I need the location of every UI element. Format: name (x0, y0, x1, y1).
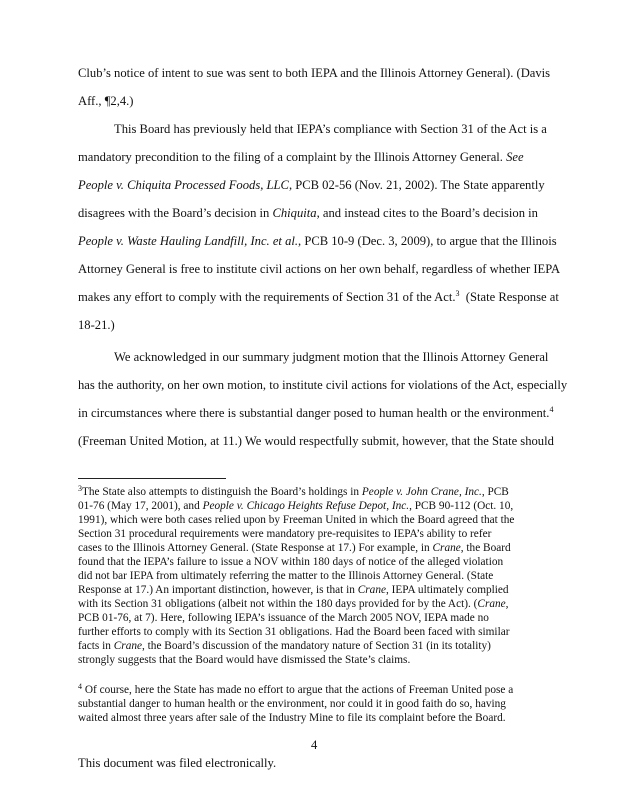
body-line-9: makes any effort to comply with the requirements of Section 31 of the Act.$^3$ (State Response at (78, 289, 559, 304)
footnote-3-line-13: strongly suggests that the Board would have dismissed the State’s claims. (78, 654, 411, 666)
footnote-3-line-10: PCB 01-76, at 7). Here, following IEPA’s issuance of the March 2005 NOV, IEPA made no (78, 612, 489, 624)
body-line-13: in circumstances where there is substantial danger posed to human health or the environment.$^4$ (78, 405, 554, 420)
footnote-ref-4: 4 (549, 405, 554, 414)
footnote-4-line-3: waited almost three years after sale of the Industry Mine to file its complaint before the Board. (78, 712, 506, 724)
footnote-ref-3: 3 (455, 289, 460, 298)
body-line-14: (Freeman United Motion, at 11.) We would respectfully submit, however, that the State should (78, 434, 554, 448)
footnote-4-line-2: substantial danger to human health or the environment, nor could it in good faith do so, having (78, 698, 506, 710)
footnote-3-line-5: cases to the Illinois Attorney General. (State Response at 17.) For example, in Crane, the Board (78, 542, 511, 554)
footnote-3-line-3: 1991), which were both cases relied upon by Freeman United in which the Board agreed that the (78, 514, 515, 526)
footnote-separator (78, 478, 226, 479)
footnote-3-line-11: further efforts to comply with its Section 31 obligations. Had the Board been faced with similar (78, 626, 510, 638)
body-line-11: We acknowledged in our summary judgment motion that the Illinois Attorney General (114, 350, 549, 364)
footnote-3-line-2: 01-76 (May 17, 2001), and People v. Chicago Heights Refuse Depot, Inc., PCB 90-112 (Oct. 10, (78, 500, 514, 512)
body-line-7: People v. Waste Hauling Landfill, Inc. et al., PCB 10-9 (Dec. 3, 2009), to argue that the Illinois (78, 234, 557, 248)
case-cite-waste-hauling: People v. Waste Hauling Landfill, Inc. et al. (78, 234, 299, 248)
footnote-3-line-6: found that the IEPA’s failure to issue a NOV within 180 days of notice of the alleged violation (78, 556, 504, 568)
case-cite-chiquita: People v. Chiquita Processed Foods, LLC (78, 178, 289, 192)
body-line-4: mandatory precondition to the filing of a complaint by the Illinois Attorney General. See (78, 150, 524, 164)
see-signal: See (506, 150, 524, 164)
footnote-4-line-1: $^4$ Of course, here the State has made no effort to argue that the actions of Freeman United pose a (78, 682, 514, 696)
body-line-12: has the authority, on her own motion, to institute civil actions for violations of the Act, especially (78, 378, 568, 392)
footnote-marker-4: 4 (78, 682, 82, 691)
footnote-3-line-7: did not bar IEPA from ultimately referring the matter to the Illinois Attorney General. (State (78, 570, 494, 582)
body-line-5: People v. Chiquita Processed Foods, LLC, PCB 02-56 (Nov. 21, 2002). The State apparently (78, 178, 545, 192)
page-number: 4 (311, 738, 318, 752)
footnote-3-line-12: facts in Crane, the Board’s discussion of the mandatory nature of Section 31 (in its totality) (78, 640, 491, 652)
body-line-8: Attorney General is free to institute civil actions on her own behalf, regardless of whether IEPA (78, 262, 561, 276)
body-line-2: Aff., ¶2,4.) (78, 94, 134, 108)
footnote-3-line-9: with its Section 31 obligations (albeit not within the 180 days provided for by the Act). (Crane, (78, 598, 509, 610)
body-line-1: Club’s notice of intent to sue was sent to both IEPA and the Illinois Attorney General). (Davis (78, 66, 551, 80)
body-line-10: 18-21.) (78, 318, 115, 332)
footnote-3-line-4: Section 31 procedural requirements were mandatory pre-requisites to IEPA’s ability to refer (78, 528, 492, 540)
body-line-3: This Board has previously held that IEPA’s compliance with Section 31 of the Act is a (114, 122, 547, 136)
filed-notice: This document was filed electronically. (78, 756, 277, 770)
footnote-marker-3: 3 (78, 484, 82, 493)
footnote-3-line-8: Response at 17.) An important distinction, however, is that in Crane, IEPA ultimately complied (78, 584, 509, 596)
body-line-6: disagrees with the Board’s decision in Chiquita, and instead cites to the Board’s decision in (78, 206, 538, 220)
footnote-3-line-1: $^3$The State also attempts to distinguish the Board’s holdings in People v. John Crane, Inc., PCB (78, 484, 509, 498)
